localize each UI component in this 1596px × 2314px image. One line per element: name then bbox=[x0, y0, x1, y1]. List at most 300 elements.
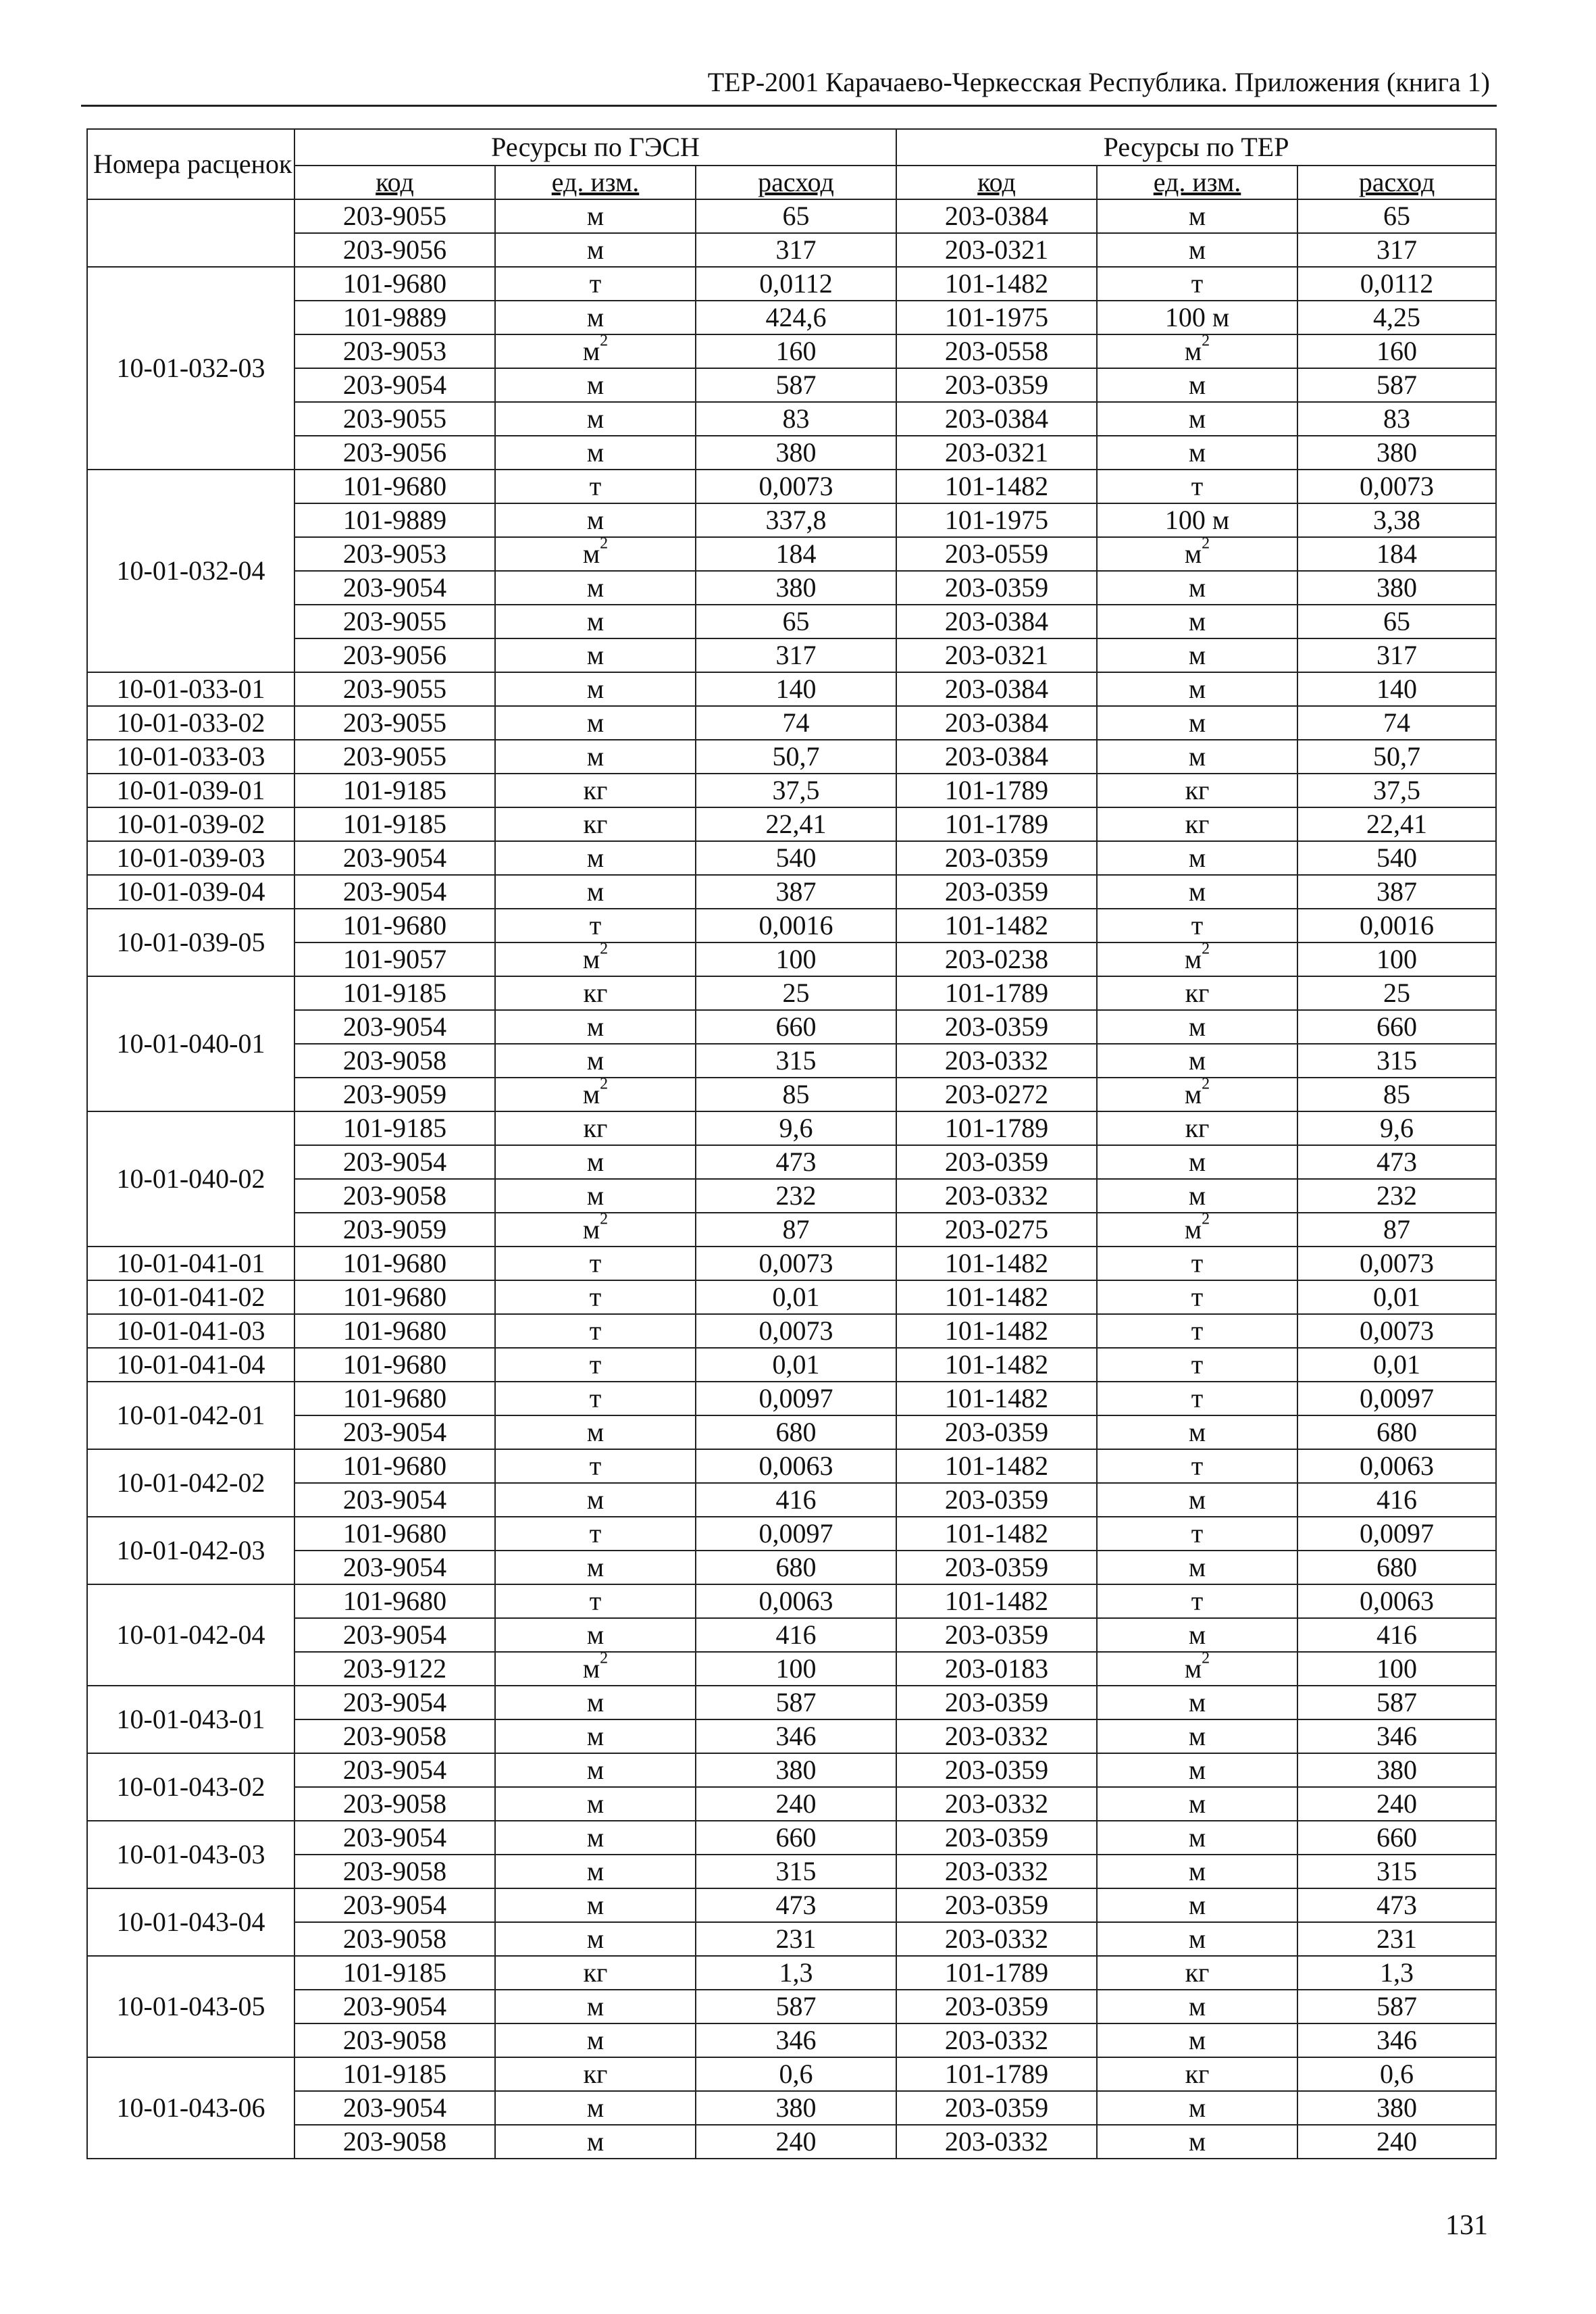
gesn-code-cell: 203-9055 bbox=[294, 199, 495, 233]
ter-code-cell: 203-0332 bbox=[896, 1044, 1097, 1078]
table-row bbox=[87, 1247, 1496, 1280]
rate-number-cell: 10-01-033-02 bbox=[87, 706, 294, 740]
ter-qty-cell: 0,0016 bbox=[1297, 909, 1496, 942]
table-row bbox=[87, 1483, 1496, 1517]
gesn-qty-cell: 317 bbox=[696, 233, 896, 267]
ter-unit-cell: м bbox=[1097, 2023, 1297, 2057]
table-row bbox=[87, 1551, 1496, 1584]
gesn-unit-cell: м bbox=[495, 402, 696, 436]
gesn-unit-cell: т bbox=[495, 909, 696, 942]
gesn-unit-cell: м bbox=[495, 1618, 696, 1652]
table-row bbox=[87, 740, 1496, 774]
gesn-unit-cell: м bbox=[495, 875, 696, 909]
gesn-qty-cell: 50,7 bbox=[696, 740, 896, 774]
gesn-qty-cell: 346 bbox=[696, 2023, 896, 2057]
rate-number-cell: 10-01-039-03 bbox=[87, 841, 294, 875]
ter-code-cell: 101-1789 bbox=[896, 976, 1097, 1010]
header-ter-unit: ед. изм. bbox=[1153, 167, 1241, 197]
ter-code-cell: 203-0384 bbox=[896, 672, 1097, 706]
rate-number-cell: 10-01-033-01 bbox=[87, 672, 294, 706]
ter-code-cell: 101-1482 bbox=[896, 1280, 1097, 1314]
rate-number-cell: 10-01-041-02 bbox=[87, 1280, 294, 1314]
rate-number-cell: 10-01-040-01 bbox=[87, 976, 294, 1111]
ter-unit-cell: м bbox=[1097, 1551, 1297, 1584]
gesn-code-cell: 203-9054 bbox=[294, 1821, 495, 1855]
ter-code-cell: 203-0359 bbox=[896, 1888, 1097, 1922]
header-rate-numbers-label: Номера расценок bbox=[93, 149, 292, 179]
table-row bbox=[87, 2091, 1496, 2125]
table-row bbox=[87, 942, 1496, 976]
superscript-2: 2 bbox=[1202, 1213, 1210, 1228]
gesn-qty-cell: 317 bbox=[696, 638, 896, 672]
gesn-qty-cell: 0,0073 bbox=[696, 470, 896, 503]
ter-unit-cell: м bbox=[1097, 1855, 1297, 1888]
superscript-2: 2 bbox=[1202, 1652, 1210, 1667]
gesn-code-cell: 203-9054 bbox=[294, 1618, 495, 1652]
gesn-qty-cell: 380 bbox=[696, 1753, 896, 1787]
ter-code-cell: 203-0384 bbox=[896, 740, 1097, 774]
rate-number-cell: 10-01-040-02 bbox=[87, 1111, 294, 1247]
gesn-unit-cell: м bbox=[495, 1010, 696, 1044]
table-row bbox=[87, 1821, 1496, 1855]
ter-qty-cell: 0,0073 bbox=[1297, 1247, 1496, 1280]
ter-code-cell: 203-0332 bbox=[896, 1179, 1097, 1213]
table-row bbox=[87, 976, 1496, 1010]
gesn-qty-cell: 83 bbox=[696, 402, 896, 436]
ter-code-cell: 101-1482 bbox=[896, 267, 1097, 301]
gesn-unit-cell: кг bbox=[495, 1111, 696, 1145]
superscript-2: 2 bbox=[1202, 537, 1210, 553]
ter-code-cell: 203-0359 bbox=[896, 1145, 1097, 1179]
gesn-code-cell: 203-9056 bbox=[294, 638, 495, 672]
table-row bbox=[87, 1618, 1496, 1652]
table-row bbox=[87, 1686, 1496, 1719]
gesn-code-cell: 101-9680 bbox=[294, 267, 495, 301]
ter-code-cell: 101-1482 bbox=[896, 1314, 1097, 1348]
gesn-unit-cell: т bbox=[495, 1348, 696, 1382]
table-row bbox=[87, 1584, 1496, 1618]
ter-unit-cell: 100 м bbox=[1097, 503, 1297, 537]
ter-unit-cell: м bbox=[1097, 1415, 1297, 1449]
superscript-2: 2 bbox=[600, 1078, 609, 1093]
table-row bbox=[87, 334, 1496, 368]
ter-qty-cell: 231 bbox=[1297, 1922, 1496, 1956]
superscript-2: 2 bbox=[600, 537, 609, 553]
table-row bbox=[87, 2057, 1496, 2091]
ter-unit-cell: т bbox=[1097, 1584, 1297, 1618]
ter-qty-cell: 0,0063 bbox=[1297, 1584, 1496, 1618]
ter-code-cell: 203-0384 bbox=[896, 402, 1097, 436]
ter-code-cell: 101-1789 bbox=[896, 1956, 1097, 1990]
rate-number-cell: 10-01-039-01 bbox=[87, 774, 294, 807]
ter-qty-cell: 1,3 bbox=[1297, 1956, 1496, 1990]
gesn-qty-cell: 416 bbox=[696, 1618, 896, 1652]
table-row bbox=[87, 875, 1496, 909]
gesn-qty-cell: 0,0063 bbox=[696, 1584, 896, 1618]
gesn-qty-cell: 0,01 bbox=[696, 1280, 896, 1314]
ter-qty-cell: 140 bbox=[1297, 672, 1496, 706]
ter-code-cell: 203-0359 bbox=[896, 1551, 1097, 1584]
gesn-code-cell: 203-9058 bbox=[294, 1179, 495, 1213]
ter-code-cell: 203-0275 bbox=[896, 1213, 1097, 1247]
gesn-code-cell: 203-9055 bbox=[294, 706, 495, 740]
gesn-code-cell: 101-9680 bbox=[294, 470, 495, 503]
rate-number-cell: 10-01-043-01 bbox=[87, 1686, 294, 1753]
ter-code-cell: 203-0321 bbox=[896, 638, 1097, 672]
header-gesn-qty: расход bbox=[758, 167, 834, 197]
ter-unit-cell: т bbox=[1097, 1517, 1297, 1551]
ter-qty-cell: 4,25 bbox=[1297, 301, 1496, 334]
gesn-qty-cell: 0,0073 bbox=[696, 1314, 896, 1348]
ter-unit-cell: м bbox=[1097, 199, 1297, 233]
table-row bbox=[87, 1449, 1496, 1483]
gesn-unit-cell: м bbox=[495, 301, 696, 334]
ter-unit-cell: кг bbox=[1097, 807, 1297, 841]
gesn-unit-cell: т bbox=[495, 267, 696, 301]
gesn-qty-cell: 380 bbox=[696, 2091, 896, 2125]
gesn-unit-cell: м bbox=[495, 1179, 696, 1213]
ter-qty-cell: 160 bbox=[1297, 334, 1496, 368]
ter-code-cell: 203-0359 bbox=[896, 1753, 1097, 1787]
gesn-unit-cell: м bbox=[495, 1990, 696, 2023]
ter-unit-cell: м bbox=[1097, 1179, 1297, 1213]
gesn-code-cell: 203-9054 bbox=[294, 1686, 495, 1719]
gesn-code-cell: 203-9122 bbox=[294, 1652, 495, 1686]
ter-qty-cell: 240 bbox=[1297, 1787, 1496, 1821]
ter-qty-cell: 315 bbox=[1297, 1855, 1496, 1888]
gesn-unit-cell: м bbox=[495, 1483, 696, 1517]
gesn-code-cell: 101-9057 bbox=[294, 942, 495, 976]
gesn-qty-cell: 337,8 bbox=[696, 503, 896, 537]
ter-qty-cell: 587 bbox=[1297, 1990, 1496, 2023]
table-row bbox=[87, 1111, 1496, 1145]
ter-unit-cell: кг bbox=[1097, 976, 1297, 1010]
gesn-unit-cell: м bbox=[495, 1855, 696, 1888]
ter-qty-cell: 660 bbox=[1297, 1010, 1496, 1044]
ter-code-cell: 203-0272 bbox=[896, 1078, 1097, 1111]
ter-code-cell: 203-0332 bbox=[896, 1922, 1097, 1956]
ter-qty-cell: 65 bbox=[1297, 199, 1496, 233]
gesn-unit-cell: м bbox=[495, 1922, 696, 1956]
gesn-qty-cell: 315 bbox=[696, 1855, 896, 1888]
gesn-unit-cell: $м^2$ bbox=[495, 942, 696, 976]
ter-code-cell: 203-0359 bbox=[896, 1618, 1097, 1652]
ter-unit-cell: т bbox=[1097, 1449, 1297, 1483]
gesn-code-cell: 203-9053 bbox=[294, 334, 495, 368]
ter-qty-cell: 317 bbox=[1297, 233, 1496, 267]
gesn-qty-cell: 184 bbox=[696, 537, 896, 571]
gesn-unit-cell: м bbox=[495, 841, 696, 875]
ter-qty-cell: 660 bbox=[1297, 1821, 1496, 1855]
ter-unit-cell: м bbox=[1097, 2125, 1297, 2159]
ter-qty-cell: 540 bbox=[1297, 841, 1496, 875]
table-row bbox=[87, 807, 1496, 841]
page-number: 131 bbox=[1445, 2210, 1488, 2241]
table-row bbox=[87, 1348, 1496, 1382]
table-row bbox=[87, 605, 1496, 638]
ter-code-cell: 203-0332 bbox=[896, 1719, 1097, 1753]
gesn-qty-cell: 37,5 bbox=[696, 774, 896, 807]
ter-qty-cell: 100 bbox=[1297, 1652, 1496, 1686]
ter-unit-cell: м bbox=[1097, 402, 1297, 436]
superscript-2: 2 bbox=[1202, 334, 1210, 350]
ter-qty-cell: 380 bbox=[1297, 1753, 1496, 1787]
table-row bbox=[87, 2023, 1496, 2057]
rate-number-cell: 10-01-039-02 bbox=[87, 807, 294, 841]
ter-unit-cell: т bbox=[1097, 267, 1297, 301]
gesn-qty-cell: 0,0112 bbox=[696, 267, 896, 301]
ter-unit-cell: м bbox=[1097, 1753, 1297, 1787]
gesn-unit-cell: м bbox=[495, 1821, 696, 1855]
gesn-code-cell: 203-9054 bbox=[294, 875, 495, 909]
table-row bbox=[87, 1213, 1496, 1247]
ter-code-cell: 101-1975 bbox=[896, 503, 1097, 537]
gesn-code-cell: 101-9185 bbox=[294, 807, 495, 841]
ter-unit-cell: м bbox=[1097, 1483, 1297, 1517]
table-row bbox=[87, 368, 1496, 402]
gesn-qty-cell: 231 bbox=[696, 1922, 896, 1956]
gesn-qty-cell: 140 bbox=[696, 672, 896, 706]
table-row bbox=[87, 1179, 1496, 1213]
ter-code-cell: 203-0359 bbox=[896, 841, 1097, 875]
ter-qty-cell: 587 bbox=[1297, 368, 1496, 402]
ter-unit-cell: м bbox=[1097, 571, 1297, 605]
rate-number-cell: 10-01-041-03 bbox=[87, 1314, 294, 1348]
gesn-unit-cell: м bbox=[495, 571, 696, 605]
gesn-code-cell: 203-9054 bbox=[294, 571, 495, 605]
gesn-unit-cell: т bbox=[495, 1280, 696, 1314]
ter-code-cell: 203-0559 bbox=[896, 537, 1097, 571]
ter-qty-cell: 9,6 bbox=[1297, 1111, 1496, 1145]
gesn-unit-cell: м bbox=[495, 233, 696, 267]
ter-qty-cell: 25 bbox=[1297, 976, 1496, 1010]
table-row bbox=[87, 1517, 1496, 1551]
gesn-code-cell: 203-9054 bbox=[294, 1888, 495, 1922]
ter-qty-cell: 0,01 bbox=[1297, 1348, 1496, 1382]
gesn-unit-cell: т bbox=[495, 1247, 696, 1280]
gesn-qty-cell: 0,6 bbox=[696, 2057, 896, 2091]
ter-code-cell: 101-1789 bbox=[896, 774, 1097, 807]
ter-unit-cell: м bbox=[1097, 1821, 1297, 1855]
table-row bbox=[87, 1652, 1496, 1686]
ter-unit-cell: $м^2$ bbox=[1097, 942, 1297, 976]
gesn-unit-cell: м bbox=[495, 1719, 696, 1753]
rate-number-cell: 10-01-039-04 bbox=[87, 875, 294, 909]
gesn-code-cell: 203-9056 bbox=[294, 436, 495, 470]
gesn-unit-cell: м bbox=[495, 368, 696, 402]
gesn-code-cell: 203-9059 bbox=[294, 1078, 495, 1111]
rate-number-cell: 10-01-039-05 bbox=[87, 909, 294, 976]
gesn-code-cell: 203-9056 bbox=[294, 233, 495, 267]
ter-unit-cell: $м^2$ bbox=[1097, 334, 1297, 368]
gesn-qty-cell: 473 bbox=[696, 1145, 896, 1179]
gesn-qty-cell: 65 bbox=[696, 605, 896, 638]
ter-qty-cell: 416 bbox=[1297, 1618, 1496, 1652]
ter-qty-cell: 473 bbox=[1297, 1145, 1496, 1179]
gesn-qty-cell: 0,0097 bbox=[696, 1382, 896, 1415]
gesn-qty-cell: 0,0073 bbox=[696, 1247, 896, 1280]
gesn-qty-cell: 587 bbox=[696, 1990, 896, 2023]
gesn-qty-cell: 9,6 bbox=[696, 1111, 896, 1145]
ter-qty-cell: 0,0097 bbox=[1297, 1517, 1496, 1551]
header-gesn-unit: ед. изм. bbox=[551, 167, 640, 197]
ter-qty-cell: 232 bbox=[1297, 1179, 1496, 1213]
gesn-qty-cell: 380 bbox=[696, 436, 896, 470]
gesn-code-cell: 203-9054 bbox=[294, 368, 495, 402]
gesn-code-cell: 101-9680 bbox=[294, 1584, 495, 1618]
ter-unit-cell: м bbox=[1097, 436, 1297, 470]
gesn-code-cell: 203-9054 bbox=[294, 1483, 495, 1517]
ter-qty-cell: 0,01 bbox=[1297, 1280, 1496, 1314]
ter-code-cell: 101-1482 bbox=[896, 1348, 1097, 1382]
gesn-qty-cell: 240 bbox=[696, 1787, 896, 1821]
header-ter-resources: Ресурсы по ТЕР bbox=[896, 129, 1496, 166]
ter-code-cell: 203-0558 bbox=[896, 334, 1097, 368]
gesn-code-cell: 203-9054 bbox=[294, 841, 495, 875]
ter-code-cell: 101-1975 bbox=[896, 301, 1097, 334]
ter-unit-cell: т bbox=[1097, 1382, 1297, 1415]
gesn-qty-cell: 65 bbox=[696, 199, 896, 233]
ter-code-cell: 203-0332 bbox=[896, 1855, 1097, 1888]
gesn-unit-cell: м bbox=[495, 503, 696, 537]
table-row bbox=[87, 233, 1496, 267]
ter-code-cell: 203-0359 bbox=[896, 1686, 1097, 1719]
gesn-unit-cell: м bbox=[495, 706, 696, 740]
resources-table bbox=[86, 128, 1497, 2159]
gesn-qty-cell: 232 bbox=[696, 1179, 896, 1213]
ter-unit-cell: т bbox=[1097, 909, 1297, 942]
ter-unit-cell: м bbox=[1097, 1922, 1297, 1956]
gesn-qty-cell: 22,41 bbox=[696, 807, 896, 841]
ter-unit-cell: $м^2$ bbox=[1097, 1078, 1297, 1111]
table-row bbox=[87, 537, 1496, 571]
gesn-code-cell: 203-9055 bbox=[294, 740, 495, 774]
ter-code-cell: 203-0384 bbox=[896, 706, 1097, 740]
table-row bbox=[87, 503, 1496, 537]
gesn-unit-cell: $м^2$ bbox=[495, 537, 696, 571]
gesn-qty-cell: 660 bbox=[696, 1821, 896, 1855]
ter-unit-cell: кг bbox=[1097, 2057, 1297, 2091]
ter-unit-cell: т bbox=[1097, 1247, 1297, 1280]
gesn-qty-cell: 87 bbox=[696, 1213, 896, 1247]
gesn-unit-cell: м bbox=[495, 672, 696, 706]
ter-code-cell: 203-0384 bbox=[896, 605, 1097, 638]
gesn-qty-cell: 1,3 bbox=[696, 1956, 896, 1990]
gesn-qty-cell: 100 bbox=[696, 942, 896, 976]
ter-qty-cell: 100 bbox=[1297, 942, 1496, 976]
superscript-2: 2 bbox=[600, 1652, 609, 1667]
table-row bbox=[87, 1855, 1496, 1888]
gesn-qty-cell: 0,01 bbox=[696, 1348, 896, 1382]
ter-qty-cell: 416 bbox=[1297, 1483, 1496, 1517]
gesn-qty-cell: 25 bbox=[696, 976, 896, 1010]
table-row bbox=[87, 1922, 1496, 1956]
gesn-code-cell: 101-9680 bbox=[294, 1314, 495, 1348]
ter-code-cell: 203-0359 bbox=[896, 1415, 1097, 1449]
ter-qty-cell: 0,6 bbox=[1297, 2057, 1496, 2091]
table-row bbox=[87, 1787, 1496, 1821]
header-title: ТЕР-2001 Карачаево-Черкесская Республика. Приложения (книга 1) bbox=[707, 67, 1490, 97]
gesn-unit-cell: м bbox=[495, 605, 696, 638]
gesn-code-cell: 101-9185 bbox=[294, 976, 495, 1010]
gesn-qty-cell: 380 bbox=[696, 571, 896, 605]
gesn-qty-cell: 100 bbox=[696, 1652, 896, 1686]
gesn-unit-cell: $м^2$ bbox=[495, 1078, 696, 1111]
ter-qty-cell: 346 bbox=[1297, 2023, 1496, 2057]
ter-unit-cell: м bbox=[1097, 1145, 1297, 1179]
gesn-unit-cell: м bbox=[495, 1753, 696, 1787]
superscript-2: 2 bbox=[1202, 1078, 1210, 1093]
gesn-unit-cell: м bbox=[495, 1787, 696, 1821]
rate-number-cell: 10-01-041-04 bbox=[87, 1348, 294, 1382]
header-ter-qty: расход bbox=[1358, 167, 1435, 197]
table-row bbox=[87, 706, 1496, 740]
ter-unit-cell: м bbox=[1097, 605, 1297, 638]
table-row bbox=[87, 1044, 1496, 1078]
ter-unit-cell: м bbox=[1097, 1010, 1297, 1044]
rate-number-cell: 10-01-032-04 bbox=[87, 470, 294, 672]
ter-unit-cell: м bbox=[1097, 1618, 1297, 1652]
gesn-qty-cell: 680 bbox=[696, 1415, 896, 1449]
ter-unit-cell: м bbox=[1097, 638, 1297, 672]
gesn-qty-cell: 0,0063 bbox=[696, 1449, 896, 1483]
ter-qty-cell: 380 bbox=[1297, 2091, 1496, 2125]
ter-unit-cell: т bbox=[1097, 1280, 1297, 1314]
header-rule bbox=[81, 105, 1497, 107]
ter-code-cell: 101-1482 bbox=[896, 1584, 1097, 1618]
ter-unit-cell: $м^2$ bbox=[1097, 1652, 1297, 1686]
rate-number-cell: 10-01-033-03 bbox=[87, 740, 294, 774]
ter-qty-cell: 50,7 bbox=[1297, 740, 1496, 774]
superscript-2: 2 bbox=[1202, 942, 1210, 958]
rate-number-cell: 10-01-043-03 bbox=[87, 1821, 294, 1888]
table-row bbox=[87, 1078, 1496, 1111]
running-header bbox=[81, 62, 1497, 107]
ter-code-cell: 203-0359 bbox=[896, 1990, 1097, 2023]
gesn-code-cell: 203-9058 bbox=[294, 1044, 495, 1078]
ter-unit-cell: м bbox=[1097, 706, 1297, 740]
gesn-unit-cell: $м^2$ bbox=[495, 1652, 696, 1686]
rate-number-cell: 10-01-042-02 bbox=[87, 1449, 294, 1517]
ter-code-cell: 203-0332 bbox=[896, 1787, 1097, 1821]
rate-number-cell: 10-01-042-03 bbox=[87, 1517, 294, 1584]
gesn-qty-cell: 540 bbox=[696, 841, 896, 875]
ter-unit-cell: м bbox=[1097, 841, 1297, 875]
ter-unit-cell: кг bbox=[1097, 774, 1297, 807]
ter-code-cell: 101-1482 bbox=[896, 1382, 1097, 1415]
ter-qty-cell: 83 bbox=[1297, 402, 1496, 436]
gesn-unit-cell: т bbox=[495, 1382, 696, 1415]
rate-number-cell: 10-01-043-06 bbox=[87, 2057, 294, 2159]
gesn-qty-cell: 74 bbox=[696, 706, 896, 740]
table-row bbox=[87, 672, 1496, 706]
table-row bbox=[87, 199, 1496, 233]
rate-number-cell: 10-01-042-04 bbox=[87, 1584, 294, 1686]
table-row bbox=[87, 638, 1496, 672]
ter-unit-cell: м bbox=[1097, 2091, 1297, 2125]
table-header-row-2 bbox=[87, 166, 1496, 199]
gesn-code-cell: 101-9680 bbox=[294, 1280, 495, 1314]
gesn-code-cell: 101-9680 bbox=[294, 1517, 495, 1551]
ter-qty-cell: 87 bbox=[1297, 1213, 1496, 1247]
ter-code-cell: 203-0332 bbox=[896, 2125, 1097, 2159]
gesn-unit-cell: т bbox=[495, 1584, 696, 1618]
gesn-unit-cell: $м^2$ bbox=[495, 1213, 696, 1247]
ter-unit-cell: кг bbox=[1097, 1956, 1297, 1990]
gesn-unit-cell: кг bbox=[495, 807, 696, 841]
gesn-unit-cell: м bbox=[495, 1145, 696, 1179]
ter-unit-cell: 100 м bbox=[1097, 301, 1297, 334]
